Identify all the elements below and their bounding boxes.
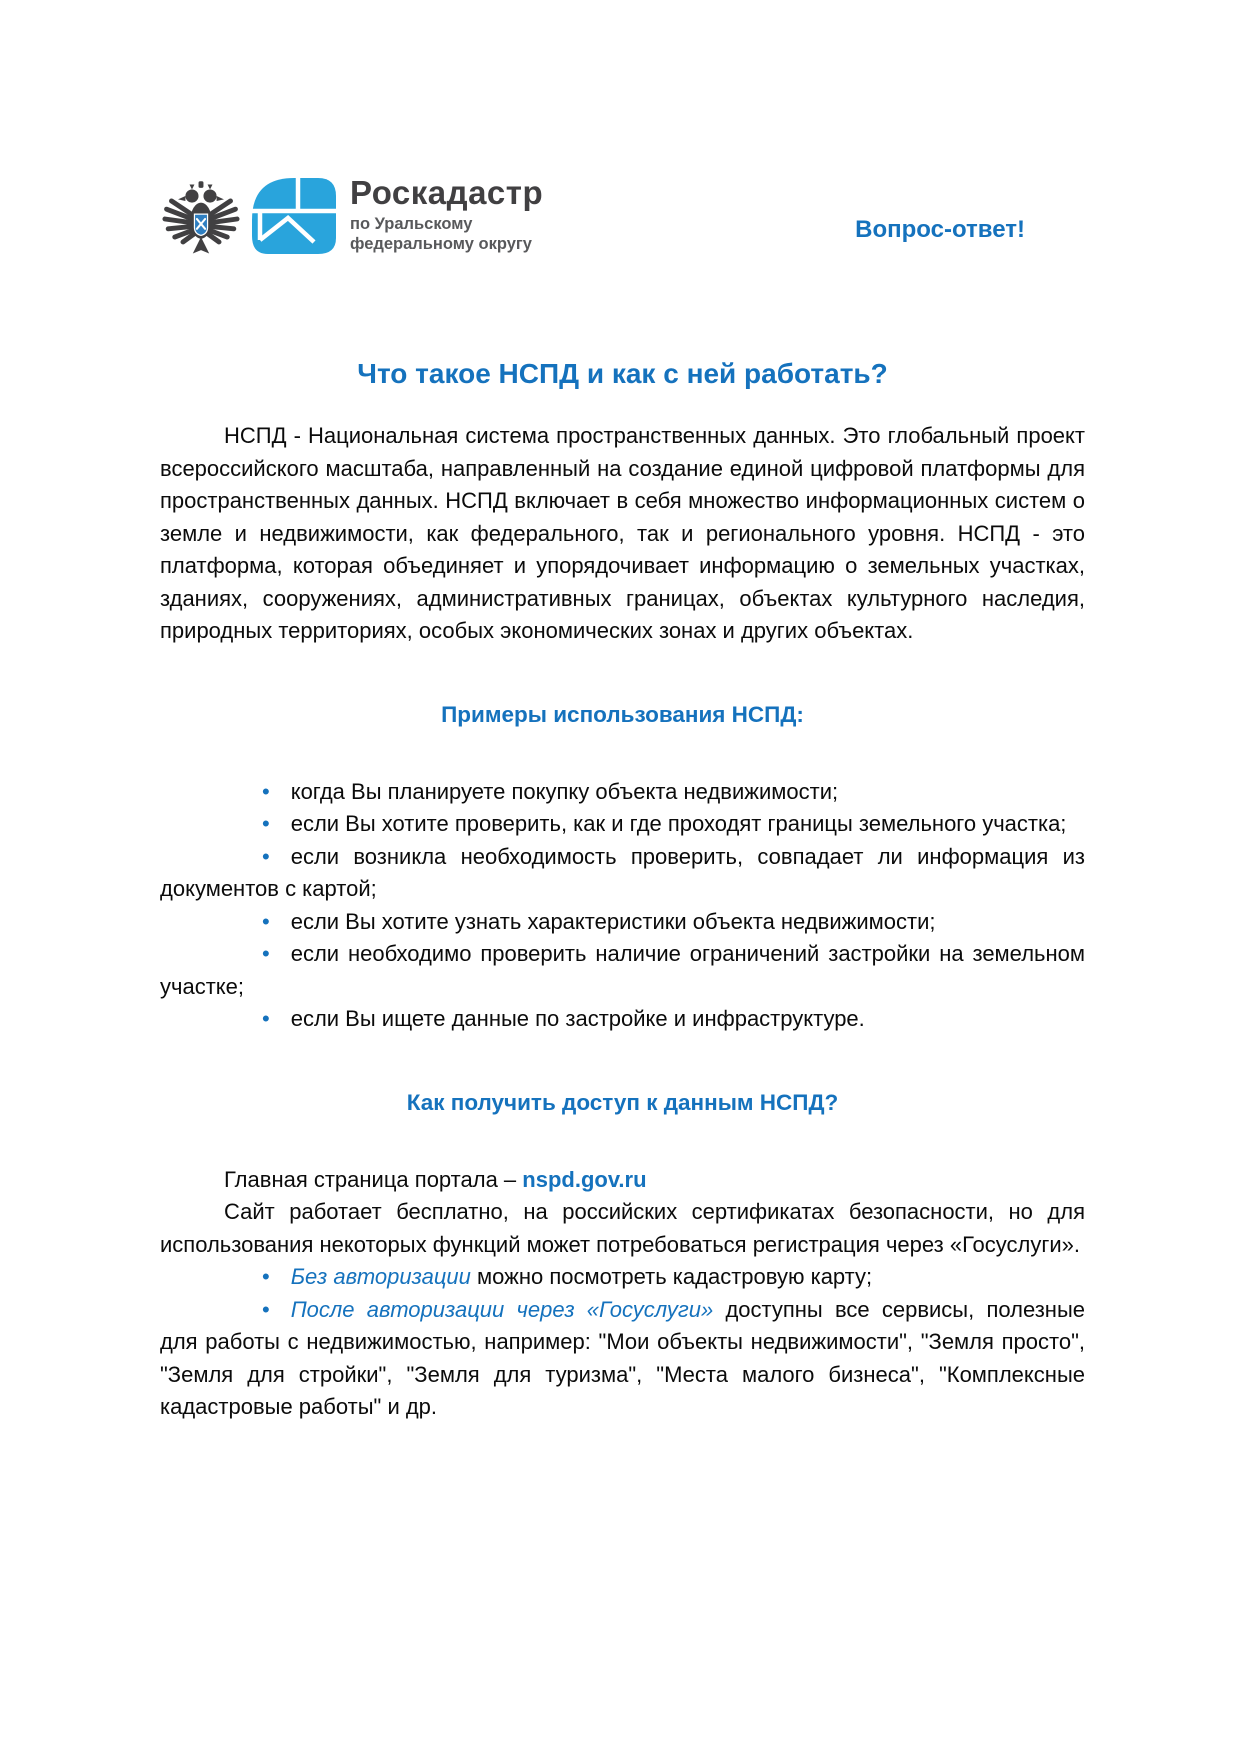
list-item: • если Вы хотите узнать характеристики объекта недвижимости; bbox=[262, 908, 936, 934]
bullet-icon: • bbox=[262, 1264, 270, 1289]
list-item: • Без авторизации можно посмотреть кадастровую карту; bbox=[262, 1264, 873, 1289]
roskadastr-logo bbox=[160, 150, 1085, 262]
page-title: Что такое НСПД и как с ней работать? bbox=[357, 358, 888, 389]
nspd-portal-link[interactable]: nspd.gov.ru bbox=[522, 1166, 647, 1192]
portal-line: Главная страница портала – nspd.gov.ru bbox=[224, 1166, 647, 1192]
examples-heading: Примеры использования НСПД: bbox=[441, 701, 804, 727]
list-item: • когда Вы планируете покупку объекта недвижимости; bbox=[262, 778, 839, 804]
bullet-icon: • bbox=[262, 843, 270, 869]
org-region: по Уральскому федеральному округу bbox=[350, 215, 532, 253]
site-paragraph: Сайт работает бесплатно, на российских сертификатах безопасности, но для использования некоторых функций может потребоваться регистрация через «Госуслуги». bbox=[160, 1199, 1085, 1257]
org-name: Роскадастр bbox=[350, 174, 544, 211]
bullet-icon: • bbox=[262, 811, 270, 836]
question-answer-label: Вопрос-ответ! bbox=[855, 216, 1025, 243]
list-item: • После авторизации через «Госуслуги» доступны все сервисы, полезные для работы с недвижимостью, например: "Мои объекты недвижимости", "Земля просто", "Земля для стройки", "Земля для туризма", "Места малого бизнеса", "Комплексные кадастровые работы" и др. bbox=[160, 1296, 1085, 1419]
bullet-icon: • bbox=[262, 778, 270, 804]
bullet-icon: • bbox=[262, 941, 270, 966]
list-item: • если Вы ищете данные по застройке и инфраструктуре. bbox=[262, 1006, 865, 1031]
access-heading: Как получить доступ к данным НСПД? bbox=[406, 1089, 839, 1115]
list-item: • если возникла необходимость проверить, совпадает ли информация из документов с картой; bbox=[160, 843, 1085, 901]
examples-list bbox=[160, 776, 1085, 1036]
roskadastr-emblem-icon bbox=[252, 178, 336, 254]
bullet-icon: • bbox=[262, 908, 270, 934]
list-item: • если Вы хотите проверить, как и где проходят границы земельного участка; bbox=[262, 811, 1067, 836]
list-item: • если необходимо проверить наличие ограничений застройки на земельном участке; bbox=[160, 941, 1085, 999]
access-list bbox=[160, 1261, 1085, 1424]
highlighted-phrase: После авторизации через «Госуслуги» bbox=[290, 1296, 714, 1322]
coat-of-arms-eagle-icon bbox=[160, 176, 242, 262]
logo-text bbox=[350, 176, 543, 254]
intro-paragraph: НСПД - Национальная система пространственных данных. Это глобальный проект всероссийского масштаба, направленный на создание единой цифровой платформы для пространственных данных. НСПД включает в себя множество информационных систем о земле и недвижимости, как федерального, так и регионального уровня. НСПД - это платформа, которая объединяет и упорядочивает информацию о земельных участках, зданиях, сооружениях, административных границах, объектах культурного наследия, природных территориях, особых экономических зонах и других объектах. bbox=[160, 423, 1085, 643]
document-header bbox=[160, 150, 1085, 262]
bullet-icon: • bbox=[262, 1006, 270, 1031]
bullet-icon: • bbox=[262, 1296, 270, 1322]
highlighted-phrase: Без авторизации bbox=[290, 1264, 471, 1289]
